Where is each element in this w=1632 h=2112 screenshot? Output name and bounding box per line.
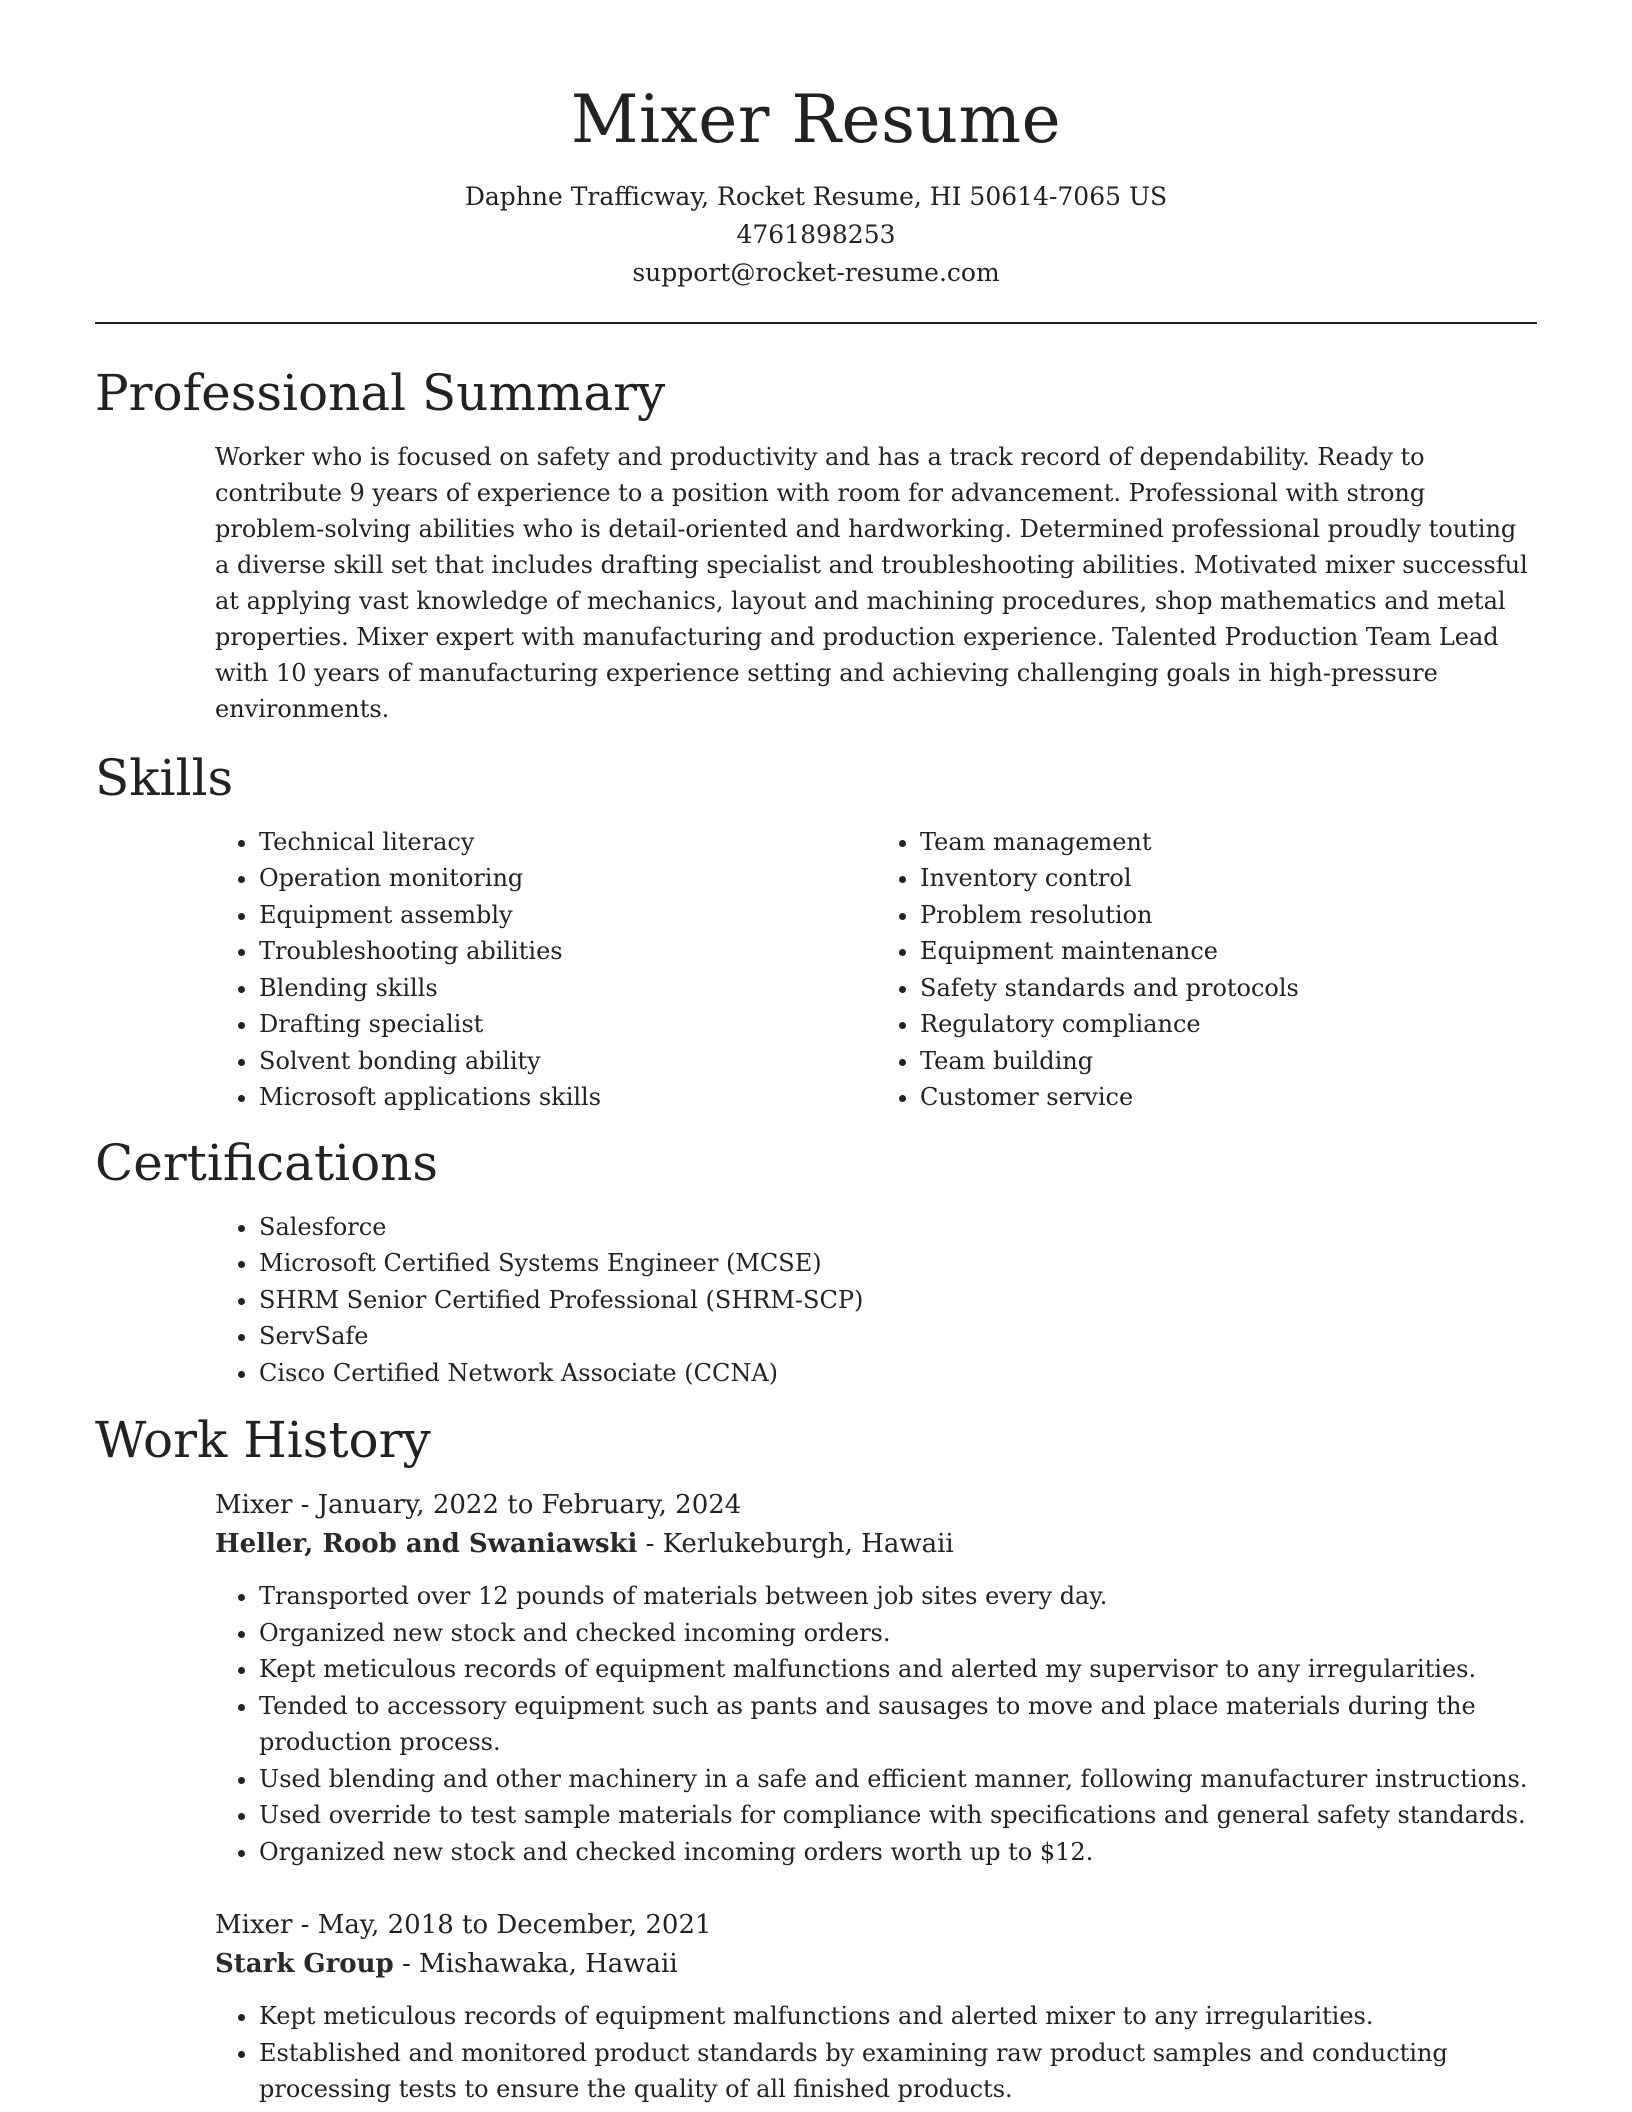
skill-item: • Technical literacy (259, 824, 876, 861)
certifications-section (95, 1133, 1537, 1392)
skill-item: • Team management (920, 824, 1537, 861)
resume-title: Mixer Resume (570, 81, 1062, 158)
skills-list-right (876, 824, 1537, 1116)
skill-item: • Blending skills (259, 970, 876, 1007)
work-history-heading: Work History (95, 1411, 431, 1470)
skill-item: • Drafting specialist (259, 1006, 876, 1043)
job-duty-item: • Organized new stock and checked incoming orders. (259, 1615, 1537, 1652)
job-duty-item: • Used override to test sample materials for compliance with specifications and general safety standards. (259, 1797, 1537, 1834)
certifications-heading: Certifications (95, 1133, 439, 1192)
contact-address: Daphne Trafficway, Rocket Resume, HI 50614-7065 US (464, 181, 1168, 211)
job-duty-item: • Kept meticulous records of equipment malfunctions and alerted my supervisor to any irregularities. (259, 1651, 1537, 1688)
contact-email: support@rocket-resume.com (632, 257, 1000, 287)
company-name: Heller, Roob and Swaniawski (215, 1529, 638, 1560)
job-duty-item: • Kept meticulous records of equipment malfunctions and alerted mixer to any irregularities. (259, 1998, 1537, 2035)
job-duty-item: • Transported over 12 pounds of materials between job sites every day. (259, 1578, 1537, 1615)
skills-columns (215, 824, 1537, 1116)
skill-item: • Inventory control (920, 860, 1537, 897)
certification-item: • Cisco Certified Network Associate (CCNA) (259, 1355, 1537, 1392)
skill-item: • Operation monitoring (259, 860, 876, 897)
contact-phone: 4761898253 (736, 219, 896, 249)
job-duties-list (215, 1998, 1537, 2108)
skills-list-left (215, 824, 876, 1116)
job-company-line (215, 1525, 1537, 1564)
skill-item: • Safety standards and protocols (920, 970, 1537, 1007)
job-entry (215, 1486, 1537, 1870)
header-divider (95, 322, 1537, 324)
job-duty-item: • Used blending and other machinery in a safe and efficient manner, following manufacturer instructions. (259, 1761, 1537, 1798)
summary-heading: Professional Summary (95, 363, 666, 422)
resume-header (95, 82, 1537, 292)
certification-item: • SHRM Senior Certified Professional (SHRM-SCP) (259, 1282, 1537, 1319)
company-name: Stark Group (215, 1949, 394, 1980)
job-company-line (215, 1945, 1537, 1984)
job-duty-item: • Organized new stock and checked incoming orders worth up to $12. (259, 1834, 1537, 1871)
certification-item: • Salesforce (259, 1209, 1537, 1246)
summary-text: Worker who is focused on safety and productivity and has a track record of dependability. Ready to contribute 9 years of experience to a position with room for advancement. Professional with strong problem-solving abilities who is detail-oriented and hardworking. Determined professional proudly touting a diverse skill set that includes drafting specialist and troubleshooting abilities. Motivated mixer successful at applying vast knowledge of mechanics, layout and machining procedures, shop mathematics and metal properties. Mixer expert with manufacturing and production experience. Talented Production Team Lead with 10 years of manufacturing experience setting and achieving challenging goals in high-pressure environments. (215, 442, 1528, 723)
skill-item: • Troubleshooting abilities (259, 933, 876, 970)
job-title-dates: Mixer - May, 2018 to December, 2021 (215, 1910, 712, 1941)
certification-item: • ServSafe (259, 1318, 1537, 1355)
job-duty-item: • Established and monitored product standards by examining raw product samples and conducting processing tests to ensure the quality of all finished products. (259, 2035, 1537, 2108)
job-entry (215, 1906, 1537, 2108)
skills-section (95, 748, 1537, 1116)
work-history-section (95, 1413, 1537, 2108)
skill-item: • Regulatory compliance (920, 1006, 1537, 1043)
job-duties-list (215, 1578, 1537, 1870)
skill-item: • Problem resolution (920, 897, 1537, 934)
skill-item: • Solvent bonding ability (259, 1043, 876, 1080)
skill-item: • Team building (920, 1043, 1537, 1080)
job-duty-item: • Tended to accessory equipment such as pants and sausages to move and place materials during the production process. (259, 1688, 1537, 1761)
skill-item: • Equipment assembly (259, 897, 876, 934)
skill-item: • Microsoft applications skills (259, 1079, 876, 1116)
summary-section (95, 363, 1537, 727)
skills-heading: Skills (95, 748, 234, 807)
job-title-dates: Mixer - January, 2022 to February, 2024 (215, 1490, 742, 1521)
skill-item: • Customer service (920, 1079, 1537, 1116)
certifications-list-wrap (215, 1209, 1537, 1392)
certifications-list (215, 1209, 1537, 1392)
skill-item: • Equipment maintenance (920, 933, 1537, 970)
company-location: - Mishawaka, Hawaii (393, 1949, 678, 1980)
company-location: - Kerlukeburgh, Hawaii (637, 1529, 954, 1560)
certification-item: • Microsoft Certified Systems Engineer (MCSE) (259, 1245, 1537, 1282)
